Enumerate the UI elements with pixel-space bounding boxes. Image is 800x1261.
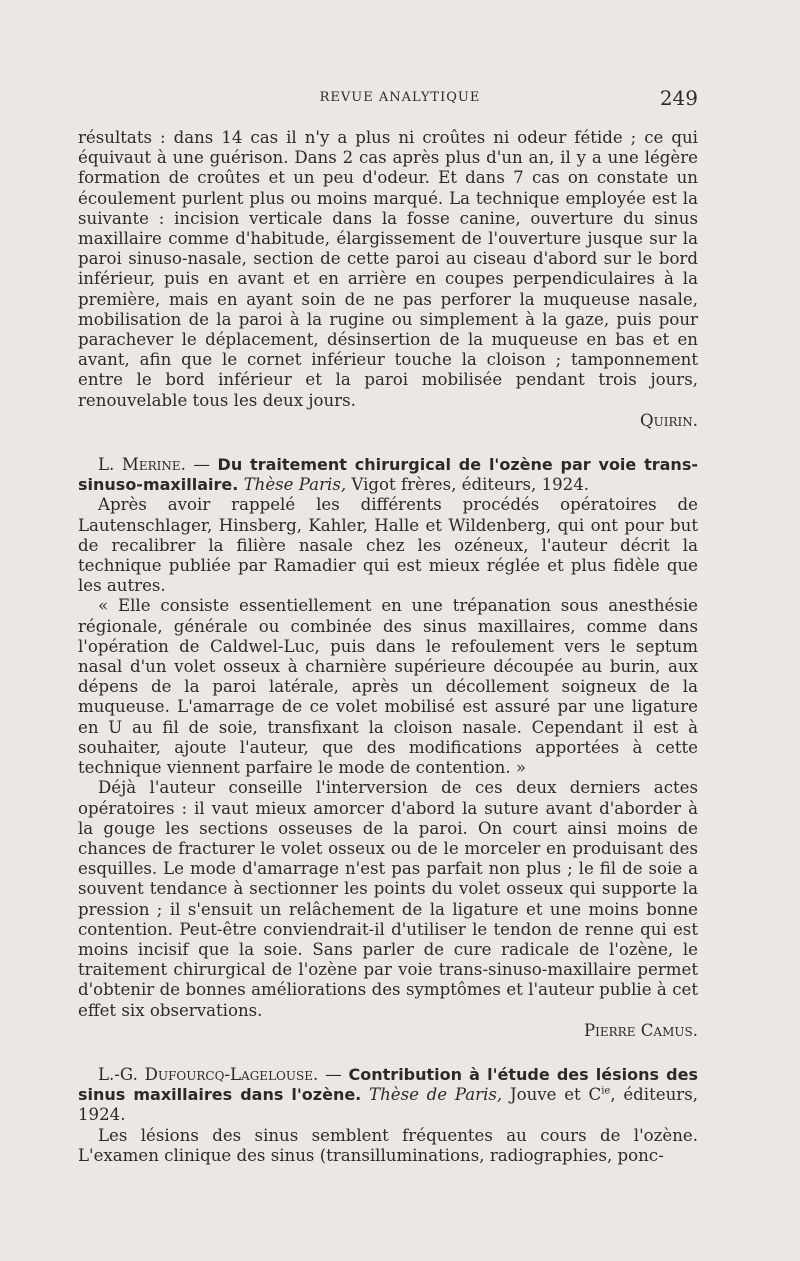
entry-merine-heading: L. Merine. — Du traitement chirurgical de l'ozène par voie trans-sinuso-maxillaire. Thèse Paris, Vigot frères, éditeurs, 1924. xyxy=(78,455,698,495)
signature-camus: Pierre Camus. xyxy=(583,1020,698,1040)
entry-dufourcq-heading: L.-G. Dufourcq-Lagelouse. — Contribution à l'étude des lésions des sinus maxillaires dans l'ozène. Thèse de Paris, Jouve et $C^{ie}$, éditeurs, 1924. xyxy=(78,1064,698,1125)
page-number: 249 xyxy=(659,86,698,110)
paragraph: Après avoir rappelé les différents procédés opératoires de Lautenschlager, Hinsberg, Kahler, Halle et Wildenberg, qui ont pour but de recalibrer la filière nasale chez les ozéneux, l'auteur décrit la technique publiée par Ramadier qui est mieux réglée et plus fidèle que les autres. xyxy=(78,495,698,596)
title-merine: Du traitement chirurgical de l'ozène par voie trans-sinuso-maxillaire. xyxy=(78,455,698,495)
article-body xyxy=(78,128,698,1166)
thesis-merine: Thèse Paris, xyxy=(243,475,347,495)
review-quirin-text: résultats : dans 14 cas il n'y a plus ni croûtes ni odeur fétide ; ce qui équivaut à une guérison. Dans 2 cas après plus d'un an, il y a une légère formation de croûtes et un peu d'odeur. Et dans 7 cas on constate un écoulement purlent plus ou moins marqué. La technique employée est la suivante : incision verticale dans la fosse canine, ouverture du sinus maxillaire comme d'habitude, élargissement de l'ouverture jusque sur la paroi sinuso-nasale, section de cette paroi au ciseau d'abord sur le bord inférieur, puis en avant et en arrière en coupes perpendiculaires à la première, mais en ayant soin de ne pas perforer la muqueuse nasale, mobilisation de la paroi à la rugine ou simplement à la gaze, puis pour parachever le déplacement, désinsertion de la muqueuse en bas et en avant, afin que le cornet inférieur touche la cloison ; tamponnement entre le bord inférieur et la paroi mobilisée pendant trois jours, renouvelable tous les deux jours. xyxy=(78,128,698,410)
title-dufourcq: Contribution à l'étude des lésions des sinus maxillaires dans l'ozène. xyxy=(78,1064,698,1105)
author-merine: L. Merine. xyxy=(98,455,186,475)
publisher-merine: Vigot frères, éditeurs, 1924. xyxy=(346,475,590,495)
signature-quirin: Quirin. xyxy=(639,410,698,430)
author-dufourcq: L.-G. Dufourcq-Lagelouse. xyxy=(98,1064,319,1084)
running-head: REVUE ANALYTIQUE xyxy=(319,90,481,105)
paragraph: Les lésions des sinus semblent fréquentes au cours de l'ozène. L'examen clinique des sinus (transilluminations, radiographies, ponc- xyxy=(78,1125,698,1165)
thesis-dufourcq: Thèse de Paris, xyxy=(369,1085,503,1105)
paragraph: « Elle consiste essentiellement en une trépanation sous anesthésie régionale, générale ou combinée des sinus maxillaires, comme dans l'opération de Caldwel-Luc, puis dans le refoulement vers le septum nasal d'un volet osseux à charnière supérieure découpée au burin, aux dépens de la paroi latérale, après un décollement soigneux de la muqueuse. L'amarrage de ce volet mobilisé est assuré par une ligature en U au fil de soie, transfixant la cloison nasale. Cependant il est à souhaiter, ajoute l'auteur, que des modifications apportées à cette technique viennent parfaire le mode de contention. » xyxy=(78,596,698,778)
page-header xyxy=(0,86,800,112)
paragraph: Déjà l'auteur conseille l'interversion de ces deux derniers actes opératoires : il vaut mieux amorcer d'abord la suture avant d'aborder à la gouge les sections osseuses de la paroi. On court ainsi moins de chances de fracturer le volet osseux ou de le morceler en produisant des esquilles. Le mode d'amarrage n'est pas parfait non plus ; le fil de soie a souvent tendance à sectionner les points du volet osseux qui supporte la pression ; il s'ensuit un relâchement de la ligature et une moins bonne contention. Peut-être conviendrait-il d'utiliser le tendon de renne qui est moins incisif que la soie. Sans parler de cure radicale de l'ozène, le traitement chirurgical de l'ozène par voie trans-sinuso-maxillaire permet d'obtenir de bonnes améliorations des symptômes et l'auteur publie à cet effet six observations. xyxy=(78,778,698,1020)
